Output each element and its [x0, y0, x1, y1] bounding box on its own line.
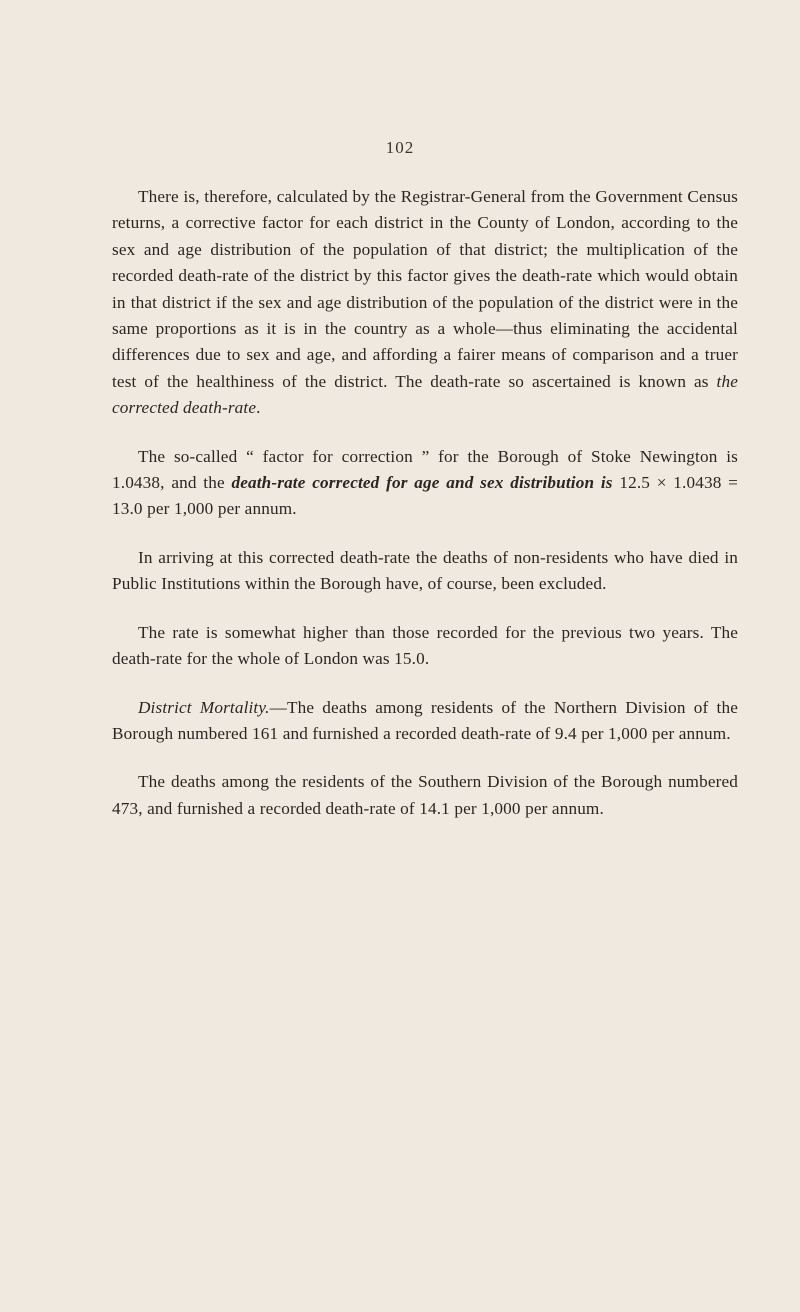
paragraph-end: .	[256, 398, 261, 418]
emphasis-corrected-death-rate: the corrected death-rate	[112, 371, 738, 418]
paragraph-factor-for-correction	[112, 444, 738, 523]
body-text	[112, 184, 738, 844]
paragraph-text: The so-called “ factor for correction ” for the Borough of Stoke Newington is 1.0438, and the	[112, 446, 738, 493]
page-number: 102	[385, 138, 415, 157]
paragraph-district-mortality	[112, 695, 738, 748]
paragraph-text: The rate is somewhat higher than those recorded for the previous two years. The death-rate for the whole of London was 15.0.	[112, 622, 738, 669]
paragraph-southern-division	[112, 769, 738, 822]
paragraph-text: The deaths among the residents of the Southern Division of the Borough numbered 473, and furnished a recorded death-rate of 14.1 per 1,000 per annum.	[112, 772, 738, 818]
emphasis-corrected-distribution: death-rate corrected for age and sex distribution is	[231, 473, 613, 493]
heading-district-mortality: District Mortality.	[138, 697, 270, 717]
paragraph-corrective-factor	[112, 184, 738, 422]
paragraph-non-residents	[112, 545, 738, 598]
paragraph-text: —The deaths among residents of the Northern Division of the Borough numbered 161 and furnished a recorded death-rate of 9.4 per 1,000 per annum.	[112, 697, 738, 743]
paragraph-calculation: 12.5 × 1.0438 = 13.0 per 1,000 per annum.	[112, 473, 739, 519]
paragraph-rate-comparison	[112, 620, 738, 673]
paragraph-text: In arriving at this corrected death-rate the deaths of non-residents who have died in Public Institutions within the Borough have, of course, been excluded.	[112, 547, 738, 594]
paragraph-text: There is, therefore, calculated by the Registrar-General from the Government Census returns, a corrective factor for each district in the County of London, according to the sex and age distribution of the population of that district; the multiplication of the recorded death-rate of the district by this factor gives the death-rate which would obtain in that district if the sex and age distribution of the population of the district were in the same proportions as it is in the country as a whole—thus eliminating the accidental differences due to sex and age, and affording a fairer means of comparison and a truer test of the healthiness of the district. The death-rate so ascertained is known as	[112, 187, 738, 391]
